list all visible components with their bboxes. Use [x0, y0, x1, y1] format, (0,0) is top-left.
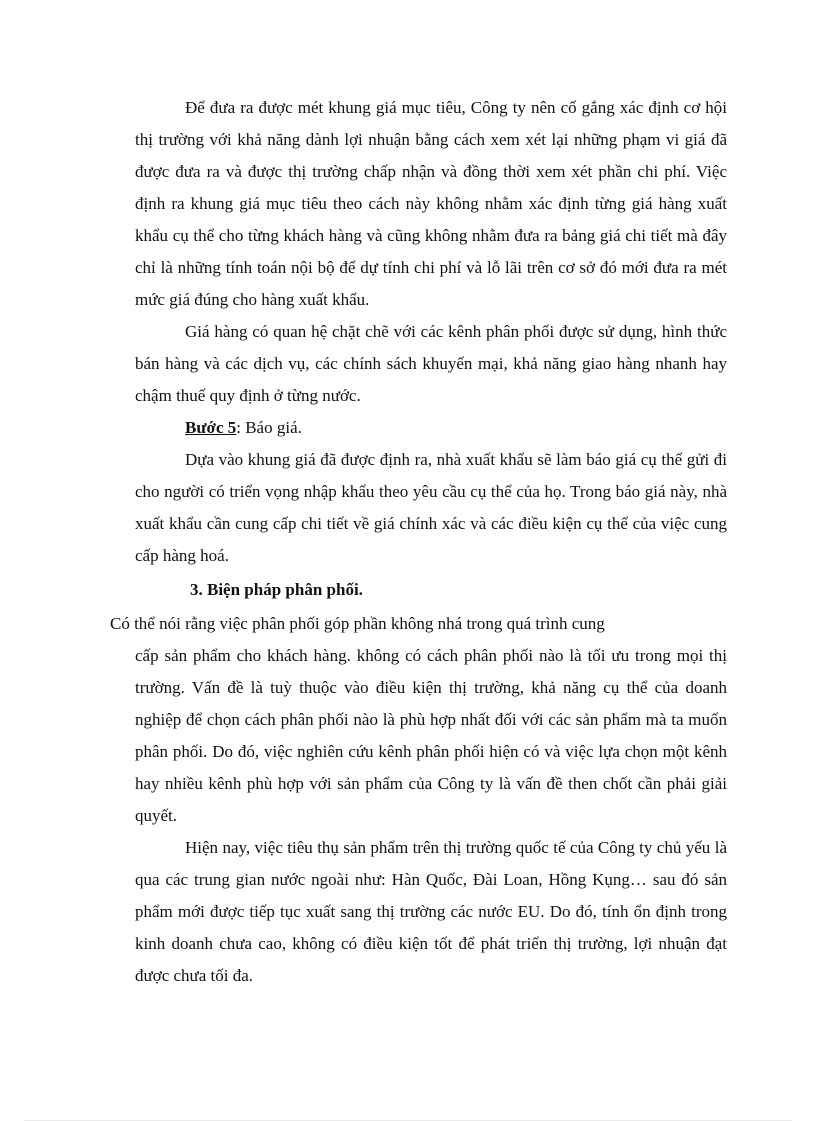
page-bottom-divider — [25, 1120, 791, 1121]
step-5-line — [135, 412, 727, 444]
document-body — [110, 92, 727, 992]
paragraph-distribution-first-line: Có thể nói rằng việc phân phối góp phần không nhá trong quá trình cung — [110, 614, 605, 633]
step-5-label: Bước 5 — [185, 418, 237, 437]
paragraph-price-relations: Giá hàng có quan hệ chặt chẽ với các kênh phân phối được sử dụng, hình thức bán hàng và các dịch vụ, các chính sách khuyến mại, khả năng giao hàng nhanh hay chậm thuế quy định ở từng nước. — [135, 322, 727, 405]
paragraph-price-frame: Để đưa ra được mét khung giá mục tiêu, Công ty nên cố gắng xác định cơ hội thị trường với khả năng dành lợi nhuận bằng cách xem xét lại những phạm vi giá đã được đưa ra và được thị trường chấp nhận và đồng thời xem xét phần chi phí. Việc định ra khung giá mục tiêu theo cách này không nhằm xác định từng giá hàng xuất khẩu cụ thể cho từng khách hàng và cũng không nhằm đưa ra bảng giá chi tiết mà đây chỉ là những tính toán nội bộ để dự tính chi phí và lỗ lãi trên cơ sở đó mới đưa ra mét mức giá đúng cho hàng xuất khẩu. — [135, 98, 727, 309]
paragraph-quotation: Dựa vào khung giá đã được định ra, nhà xuất khẩu sẽ làm báo giá cụ thể gửi đi cho người có triển vọng nhập khẩu theo yêu cầu cụ thể của họ. Trong báo giá này, nhà xuất khẩu cần cung cấp chi tiết về giá chính xác và các điều kiện cụ thể của việc cung cấp hàng hoá. — [135, 450, 727, 565]
step-5-title: : Báo giá. — [236, 418, 302, 437]
paragraph-distribution — [110, 608, 727, 832]
section-heading-distribution: 3. Biện pháp phân phối. — [190, 580, 363, 599]
paragraph-current-situation: Hiện nay, việc tiêu thụ sản phẩm trên thị trường quốc tế của Công ty chủ yếu là qua các trung gian nước ngoài như: Hàn Quốc, Đài Loan, Hồng Kụng… sau đó sản phẩm mới được tiếp tục xuất sang thị trường các nước EU. Do đó, tính ổn định trong kinh doanh chưa cao, không có điều kiện tốt để phát triển thị trường, lợi nhuận đạt được chưa tối đa. — [135, 838, 727, 985]
paragraph-distribution-rest: cấp sản phẩm cho khách hàng. không có cách phân phối nào là tối ưu trong mọi thị trường. Vấn đề là tuỳ thuộc vào điều kiện thị trường, khả năng cụ thể của doanh nghiệp để chọn cách phân phối nào là phù hợp nhất đối với các sản phẩm mà ta muốn phân phối. Do đó, việc nghiên cứu kênh phân phối hiện có và việc lựa chọn một kênh hay nhiều kênh phù hợp với sản phẩm của Công ty là vấn đề then chốt cần phải giải quyết. — [135, 646, 727, 825]
